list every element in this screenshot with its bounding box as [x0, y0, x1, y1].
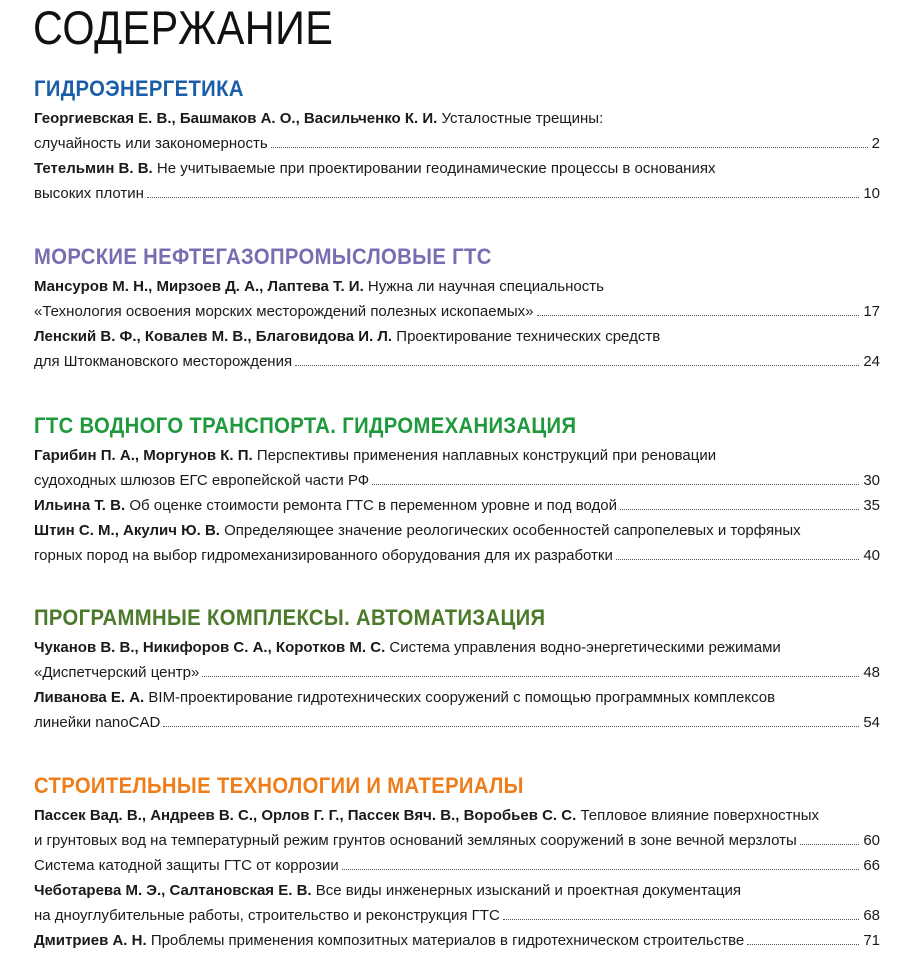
page-number: 71 — [863, 932, 880, 949]
entry-authors: Тетельмин В. В. — [34, 160, 153, 177]
entry-authors: Ливанова Е. А. — [34, 689, 145, 706]
entry-title-end: случайность или закономерность — [34, 135, 268, 152]
entry-text — [34, 468, 369, 493]
entry-text — [34, 299, 534, 324]
entry-line — [34, 685, 880, 710]
page-number: 2 — [871, 135, 880, 152]
entry-authors: Мансуров М. Н., Мирзоев Д. А., Лаптева Т. И. — [34, 278, 364, 295]
toc-section — [34, 413, 880, 568]
section-heading: ГИДРОЭНЕРГЕТИКА — [34, 76, 244, 101]
entry-authors: Георгиевская Е. В., Башмаков А. О., Васильченко К. И. — [34, 110, 438, 127]
dot-leader — [271, 147, 868, 148]
entry-line — [34, 274, 880, 299]
page-number: 66 — [863, 857, 880, 874]
page-number: 54 — [863, 714, 880, 731]
entry-line — [34, 324, 880, 349]
entry-title-start: Перспективы применения наплавных конструкций при реновации — [256, 447, 717, 464]
entry-text — [34, 131, 268, 156]
page-number: 40 — [863, 547, 880, 564]
entry-leader-line — [34, 853, 880, 878]
entry-title: Проблемы применения композитных материалов в гидротехническом строительстве — [150, 932, 745, 949]
toc-section — [34, 244, 880, 374]
dot-leader — [747, 944, 859, 945]
entry-title-end: «Технология освоения морских месторождений полезных ископаемых» — [34, 303, 534, 320]
entry-line — [34, 443, 880, 468]
entry-title-end: «Диспетчерский центр» — [34, 664, 200, 681]
entry-text — [34, 928, 744, 953]
toc-entry — [34, 803, 880, 853]
section-heading: ГТС ВОДНОГО ТРАНСПОРТА. ГИДРОМЕХАНИЗАЦИЯ — [34, 413, 577, 438]
entry-leader-line — [34, 468, 880, 493]
entry-text — [34, 543, 613, 568]
entry-text — [34, 349, 292, 374]
entry-leader-line — [34, 710, 880, 735]
entry-title-end: судоходных шлюзов ЕГС европейской части РФ — [34, 472, 370, 489]
entry-title-end: линейки nanoCAD — [34, 714, 161, 731]
entry-title-end: Система катодной защиты ГТС от коррозии — [34, 857, 339, 874]
entry-authors: Ленский В. Ф., Ковалев М. В., Благовидова И. Л. — [34, 328, 393, 345]
entry-authors: Пассек Вад. В., Андреев В. С., Орлов Г. Г., Пассек Вяч. В., Воробьев С. С. — [34, 807, 577, 824]
entry-line — [34, 803, 880, 828]
entry-title-start: BIM-проектирование гидротехнических сооружений с помощью программных комплексов — [148, 689, 776, 706]
dot-leader — [202, 676, 859, 677]
page-number: 17 — [863, 303, 880, 320]
page-number: 24 — [863, 353, 880, 370]
entry-text — [34, 660, 199, 685]
page-number: 35 — [863, 497, 880, 514]
entry-leader-line — [34, 903, 880, 928]
toc-section — [34, 773, 880, 953]
dot-leader — [163, 726, 859, 727]
toc-entry — [34, 878, 880, 928]
toc-entry — [34, 274, 880, 324]
page-number: 30 — [863, 472, 880, 489]
entry-title-end: высоких плотин — [34, 185, 144, 202]
page-number: 48 — [863, 664, 880, 681]
entry-title-start: Система управления водно-энергетическими режимами — [389, 639, 781, 656]
page-number: 68 — [863, 907, 880, 924]
section-heading: МОРСКИЕ НЕФТЕГАЗОПРОМЫСЛОВЫЕ ГТС — [34, 244, 492, 269]
dot-leader — [503, 919, 860, 920]
dot-leader — [372, 484, 859, 485]
dot-leader — [800, 844, 860, 845]
toc-section — [34, 76, 880, 206]
entry-title-start: Не учитываемые при проектировании геодинамические процессы в основаниях — [156, 160, 716, 177]
entry-authors: Гарибин П. А., Моргунов К. П. — [34, 447, 253, 464]
toc-entry — [34, 324, 880, 374]
section-heading: СТРОИТЕЛЬНЫЕ ТЕХНОЛОГИИ И МАТЕРИАЛЫ — [34, 773, 524, 798]
entry-authors: Дмитриев А. Н. — [34, 932, 147, 949]
toc-entry — [34, 518, 880, 568]
entry-authors: Чеботарева М. Э., Салтановская Е. В. — [34, 882, 312, 899]
toc-entry — [34, 106, 880, 156]
entry-line — [34, 878, 880, 903]
dot-leader — [342, 869, 860, 870]
entry-line — [34, 518, 880, 543]
dot-leader — [616, 559, 859, 560]
entry-title-start: Нужна ли научная специальность — [367, 278, 604, 295]
entry-title-start: Тепловое влияние поверхностных — [580, 807, 820, 824]
entry-leader-line — [34, 543, 880, 568]
entry-title-end: и грунтовых вод на температурный режим грунтов оснований земляных сооружений в зоне вечной мерзлоты — [34, 832, 797, 849]
entry-title-end: на дноуглубительные работы, строительство и реконструкция ГТС — [34, 907, 500, 924]
entry-leader-line — [34, 493, 880, 518]
toc-entry — [34, 156, 880, 206]
toc-entry — [34, 928, 880, 953]
toc-entry — [34, 853, 880, 878]
entry-text — [34, 181, 144, 206]
page-number: 60 — [863, 832, 880, 849]
entry-text — [34, 493, 617, 518]
page-number: 10 — [863, 185, 880, 202]
entry-line — [34, 635, 880, 660]
entry-leader-line — [34, 181, 880, 206]
entry-leader-line — [34, 828, 880, 853]
entry-text — [34, 828, 797, 853]
entry-line — [34, 156, 880, 181]
entry-text — [34, 853, 339, 878]
entry-leader-line — [34, 928, 880, 953]
entry-text — [34, 710, 160, 735]
entry-title-start: Усталостные трещины: — [441, 110, 604, 127]
section-heading: ПРОГРАММНЫЕ КОМПЛЕКСЫ. АВТОМАТИЗАЦИЯ — [34, 605, 546, 630]
entry-title-start: Проектирование технических средств — [396, 328, 661, 345]
entry-text — [34, 903, 500, 928]
entry-title-end: горных пород на выбор гидромеханизированного оборудования для их разработки — [34, 547, 613, 564]
toc-entry — [34, 493, 880, 518]
entry-authors: Штин С. М., Акулич Ю. В. — [34, 522, 220, 539]
dot-leader — [537, 315, 860, 316]
dot-leader — [295, 365, 859, 366]
toc-section — [34, 605, 880, 735]
entry-title-start: Определяющее значение реологических особенностей сапропелевых и торфяных — [224, 522, 801, 539]
entry-leader-line — [34, 299, 880, 324]
entry-authors: Ильина Т. В. — [34, 497, 126, 514]
page-title: СОДЕРЖАНИЕ — [33, 1, 334, 54]
dot-leader — [620, 509, 859, 510]
entry-title-start: Все виды инженерных изысканий и проектная документация — [315, 882, 741, 899]
dot-leader — [147, 197, 859, 198]
toc-entry — [34, 443, 880, 493]
entry-title: Об оценке стоимости ремонта ГТС в переменном уровне и под водой — [129, 497, 617, 514]
toc-entry — [34, 635, 880, 685]
entry-leader-line — [34, 349, 880, 374]
entry-line — [34, 106, 880, 131]
entry-authors: Чуканов В. В., Никифоров С. А., Коротков М. С. — [34, 639, 386, 656]
entry-leader-line — [34, 131, 880, 156]
entry-title-end: для Штокмановского месторождения — [34, 353, 293, 370]
toc-entry — [34, 685, 880, 735]
entry-leader-line — [34, 660, 880, 685]
